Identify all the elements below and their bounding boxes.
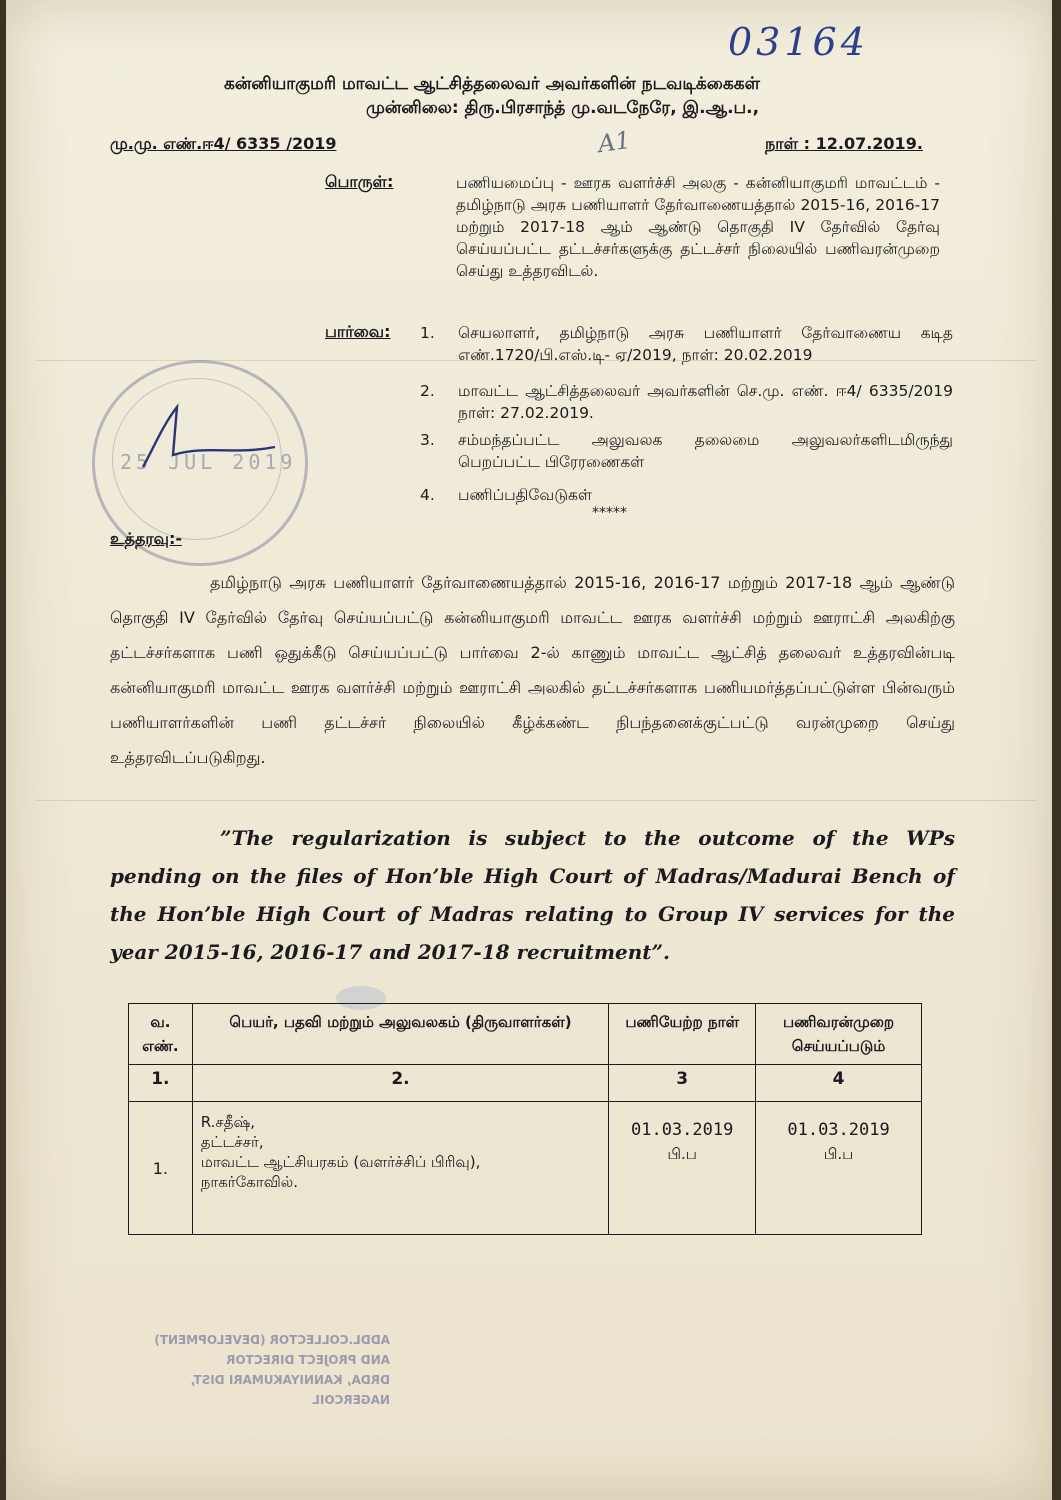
row-regularization-date	[756, 1102, 922, 1235]
references-label: பார்வை:	[325, 322, 391, 341]
staff-table	[128, 1003, 922, 1235]
table-index-row	[129, 1065, 922, 1102]
row-join-date	[609, 1102, 756, 1235]
handwritten-file-number: 03164	[728, 20, 869, 64]
index-cell: 4	[756, 1065, 922, 1102]
index-cell: 3	[609, 1065, 756, 1102]
reference-number: மு.மு. எண்.ஈ4/ 6335 /2019	[110, 134, 337, 153]
regularization-condition: ”The regularization is subject to the outcome of the WPs pending on the files of Hon’ble High Court of Madras/Madurai Bench of the Hon’ble High Court of Madras relating to Group IV services for the year 2015-16, 2016-17 and 2017-18 recruitment”.	[110, 826, 955, 964]
reference-item-number: 2.	[420, 382, 435, 400]
column-header-name: பெயர், பதவி மற்றும் அலுவலகம் (திருவாளர்கள்)	[192, 1004, 609, 1065]
subject-text: பணியமைப்பு - ஊரக வளர்ச்சி அலகு - கன்னியாகுமரி மாவட்டம் - தமிழ்நாடு அரசு பணியாளர் தேர்வாணையத்தால் 2015-16, 2016-17 மற்றும் 2017-18 ஆம் ஆண்டு தொகுதி IV தேர்வில் தேர்வு செய்யப்பட்ட தட்டச்சர்களுக்கு தட்டச்சர் நிலையில் பணிவரன்முறை செய்து உத்தரவிடல்.	[456, 174, 940, 280]
reference-item-text: பணிப்பதிவேடுகள்	[458, 486, 592, 504]
stamp-line: AND PROJECT DIRECTOR	[226, 1353, 390, 1367]
join-session: பி.ப	[667, 1145, 697, 1163]
column-header-join-date: பணியேற்ற நாள்	[609, 1004, 756, 1065]
reference-date: நாள் : 12.07.2019.	[765, 134, 923, 153]
separator-stars: *****	[592, 505, 627, 521]
reference-item-number: 1.	[420, 324, 435, 342]
reference-item-text: சம்மந்தப்பட்ட அலுவலக தலைமை அலுவலர்களிடமிருந்து பெறப்பட்ட பிரேரணைகள்	[458, 431, 953, 471]
order-paragraph: தமிழ்நாடு அரசு பணியாளர் தேர்வாணையத்தால் 2015-16, 2016-17 மற்றும் 2017-18 ஆம் ஆண்டு தொகுதி IV தேர்வில் தேர்வு செய்யப்பட்டு கன்னியாகுமரி மாவட்ட ஊரக வளர்ச்சி மற்றும் ஊராட்சி அலகிற்கு தட்டச்சர்களாக பணி ஒதுக்கீடு செய்யப்பட்டு பார்வை 2-ல் காணும் மாவட்ட ஆட்சித் தலைவர் உத்தரவின்படி கன்னியாகுமரி மாவட்ட ஊரக வளர்ச்சி மற்றும் ஊராட்சி அலகில் தட்டச்சர்களாக பணியமர்த்தப்பட்டுள்ள பின்வரும் பணியாளர்களின் பணி தட்டச்சர் நிலையில் கீழ்க்கண்ட நிபந்தனைக்குட்பட்டு வரன்முறை செய்து உத்தரவிடப்படுகிறது.	[110, 573, 956, 767]
reference-item-text: மாவட்ட ஆட்சித்தலைவர் அவர்களின் செ.மு. எண். ஈ4/ 6335/2019 நாள்: 27.02.2019.	[458, 382, 953, 422]
regularization-session: பி.ப	[823, 1145, 854, 1163]
stamp-line: NAGERCOIL	[312, 1393, 390, 1407]
employee-name: R.சதீஷ்,	[200, 1113, 256, 1131]
employee-place: நாகர்கோவில்.	[200, 1173, 299, 1191]
subject-label: பொருள்:	[325, 172, 394, 191]
handwritten-initial: A1	[596, 125, 633, 159]
row-serial: 1.	[129, 1102, 193, 1235]
row-employee	[192, 1102, 609, 1235]
employee-designation: தட்டச்சர்,	[200, 1133, 264, 1151]
column-header-serial: வ. எண்.	[129, 1004, 193, 1065]
office-stamp-offset	[150, 1330, 390, 1410]
order-label: உத்தரவு:-	[110, 529, 182, 548]
regularization-date: 01.03.2019	[787, 1120, 890, 1140]
reference-item-number: 3.	[420, 431, 435, 449]
table-header-row	[129, 1004, 922, 1065]
stamp-line: ADDL.COLLECTOR (DEVELOPMENT)	[154, 1333, 390, 1347]
header-title: கன்னியாகுமரி மாவட்ட ஆட்சித்தலைவர் அவர்களின் நடவடிக்கைகள்	[224, 74, 760, 94]
employee-office: மாவட்ட ஆட்சியரகம் (வளர்ச்சிப் பிரிவு),	[200, 1153, 481, 1171]
table-row	[129, 1102, 922, 1235]
stamp-line: DRDA, KANNIYAKUMARI DIST,	[190, 1373, 390, 1387]
column-header-regularization: பணிவரன்முறை செய்யப்படும்	[756, 1004, 922, 1065]
paper-fold	[36, 800, 1036, 801]
reference-item-text: செயலாளர், தமிழ்நாடு அரசு பணியாளர் தேர்வாணைய கடித எண்.1720/பி.எஸ்.டி- ஏ/2019, நாள்: 20.02.2019	[458, 324, 953, 364]
index-cell: 1.	[129, 1065, 193, 1102]
join-date: 01.03.2019	[630, 1120, 734, 1140]
received-seal-date: 25 JUL 2019	[120, 450, 297, 474]
reference-item-number: 4.	[420, 486, 435, 504]
header-presiding: முன்னிலை: திரு.பிரசாந்த் மு.வடநேரே, இ.ஆ.ப.,	[366, 98, 760, 118]
signature-mark	[135, 385, 285, 475]
index-cell: 2.	[192, 1065, 609, 1102]
